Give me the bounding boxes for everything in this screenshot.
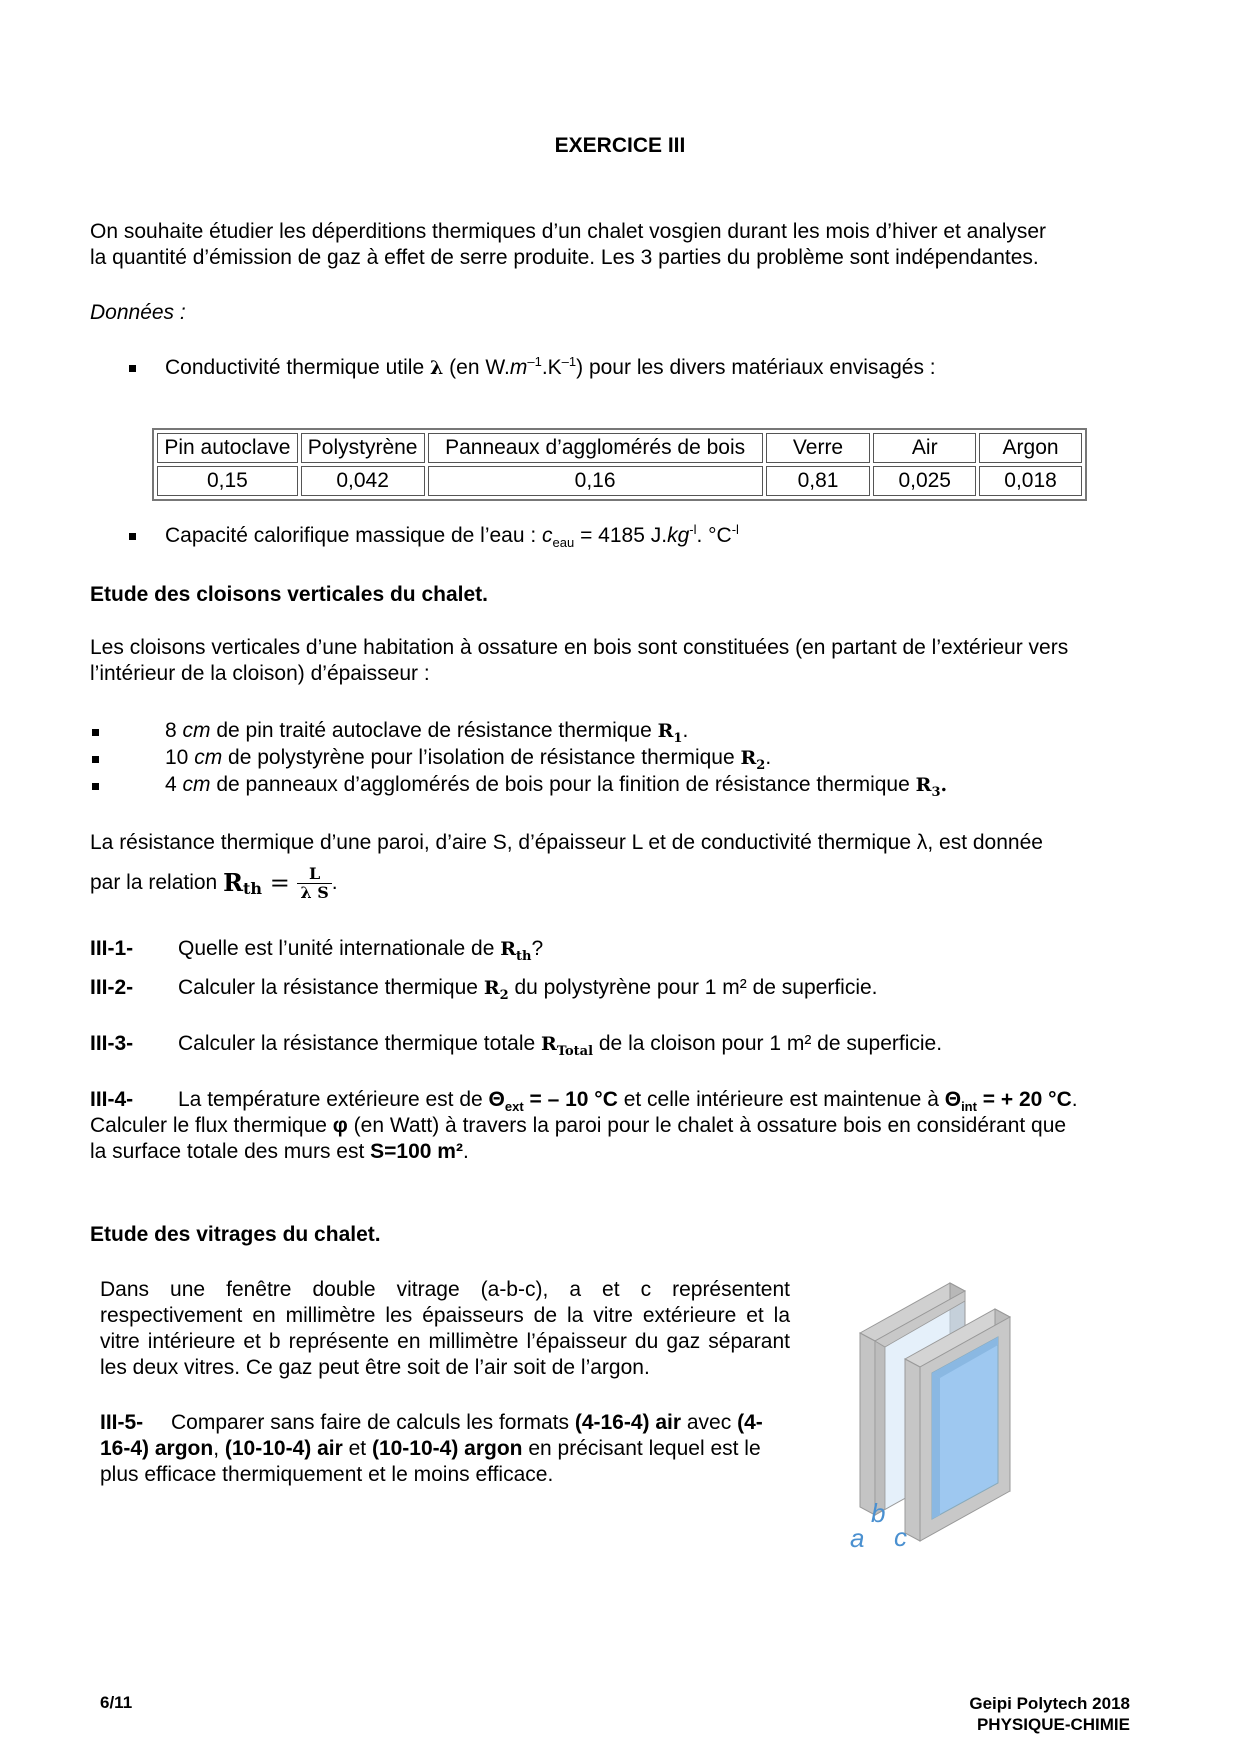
bullet-icon xyxy=(129,533,136,540)
question-5: III-5- Comparer sans faire de calculs les formats (4-16-4) air avec (4-16-4) argon, (10-10-4) air et (10-10-4) argon en précisant lequel est le plus efficace thermiquement et le moins efficace. xyxy=(100,1411,763,1486)
label-b: b xyxy=(871,1498,886,1528)
materials-table xyxy=(152,428,1087,501)
footer-school: Geipi Polytech 2018 xyxy=(969,1694,1130,1713)
table-header-cell: Argon xyxy=(979,433,1082,463)
intro-line-2: la quantité d’émission de gaz à effet de serre produite. Les 3 parties du problème sont indépendantes. xyxy=(90,246,1039,269)
list-item: 10 cm de polystyrène pour l’isolation de résistance thermique $R_2$. xyxy=(165,746,772,774)
bullet-icon xyxy=(92,729,99,736)
exercise-title: EXERCICE III xyxy=(554,134,686,157)
table-cell: 0,025 xyxy=(873,466,976,496)
section-heading-cloisons: Etude des cloisons verticales du chalet. xyxy=(90,583,488,606)
conductivity-line: Conductivité thermique utile λ (en $W.m^{-1}.K^{-1}$) pour les divers matériaux envisagés : xyxy=(165,354,936,379)
question-text-cont: la surface totale des murs est S=100 m². xyxy=(90,1140,469,1163)
donnees-label: Données : xyxy=(90,301,186,324)
list-item: 4 cm de panneaux d’agglomérés de bois pour la finition de résistance thermique $R_3$. xyxy=(165,773,948,801)
label-a: a xyxy=(850,1523,865,1553)
question-text: Calculer la résistance thermique $R_2$ du polystyrène pour 1 m² de superficie. xyxy=(178,976,878,1004)
question-label: III-2- xyxy=(90,976,134,999)
bullet-icon xyxy=(92,756,99,763)
table-header-cell: Pin autoclave xyxy=(157,433,298,463)
list-item: 8 cm de pin traité autoclave de résistance thermique $R_1$. xyxy=(165,719,689,747)
cloisons-paragraph: Les cloisons verticales d’une habitation à ossature en bois sont constituées (en partant de l’extérieur vers l’intérieur de la cloison) d’épaisseur : xyxy=(90,636,1069,685)
question-label: III-4- xyxy=(90,1088,134,1111)
question-text-cont: Calculer le flux thermique φ (en Watt) à travers la paroi pour le chalet à ossature bois en considérant que xyxy=(90,1114,1067,1137)
question-label: III-1- xyxy=(90,937,134,960)
table-header-cell: Air xyxy=(873,433,976,463)
bullet-icon xyxy=(92,783,99,790)
page-number: 6/11 xyxy=(100,1693,133,1712)
section-heading-vitrages: Etude des vitrages du chalet. xyxy=(90,1223,381,1246)
fraction: $\frac{L}{\text{λ S}}$ xyxy=(297,865,331,902)
question-text: Calculer la résistance thermique totale $R_{Total}$ de la cloison pour 1 m² de superficie. xyxy=(178,1032,943,1060)
question-label: III-3- xyxy=(90,1032,134,1055)
footer-subject: PHYSIQUE-CHIMIE xyxy=(976,1715,1130,1734)
question-text: Quelle est l’unité internationale de $R_{th}$? xyxy=(178,937,544,965)
relation-line-1: La résistance thermique d’une paroi, d’aire S, d’épaisseur L et de conductivité thermique λ, est donnée xyxy=(90,831,1043,854)
table-header-cell: Polystyrène xyxy=(301,433,425,463)
bullet-icon xyxy=(129,365,136,372)
capacity-line: Capacité calorifique massique de l’eau : $c_{eau} = 4185$ $J.kg^{-l}$. $^\circ C^{-l}$ xyxy=(165,522,739,551)
table-cell: 0,042 xyxy=(301,466,425,496)
intro-paragraph xyxy=(90,219,1150,271)
table-cell: 0,018 xyxy=(979,466,1082,496)
table-row xyxy=(157,466,1082,496)
table-header-row xyxy=(157,433,1082,463)
table-cell: 0,15 xyxy=(157,466,298,496)
vitrage-paragraph: Dans une fenêtre double vitrage (a-b-c), a et c représentent respectivement en millimètre les épaisseurs de la vitre extérieure et la vitre intérieure et b représente en millimètre l’épaisseur du gaz séparant les deux vitres. Ce gaz peut être soit de l’air soit de l’argon. xyxy=(100,1278,790,1379)
table-cell: 0,16 xyxy=(428,466,763,496)
table-header-cell: Verre xyxy=(766,433,871,463)
relation-formula: par la relation R $_{th}$ = $\frac{L}{\text{λ S}}$ . xyxy=(90,863,338,902)
label-c: c xyxy=(894,1522,907,1552)
table-header-cell: Panneaux d’agglomérés de bois xyxy=(428,433,763,463)
table-cell: 0,81 xyxy=(766,466,871,496)
question-text: La température extérieure est de $\Theta_{ext}$ = – 10 °C et celle intérieure est maintenue à $\Theta_{int}$ = + 20 °C. xyxy=(178,1088,1078,1115)
intro-line-1: On souhaite étudier les déperditions thermiques d’un chalet vosgien durant les mois d’hiver et analyser xyxy=(90,220,1047,243)
